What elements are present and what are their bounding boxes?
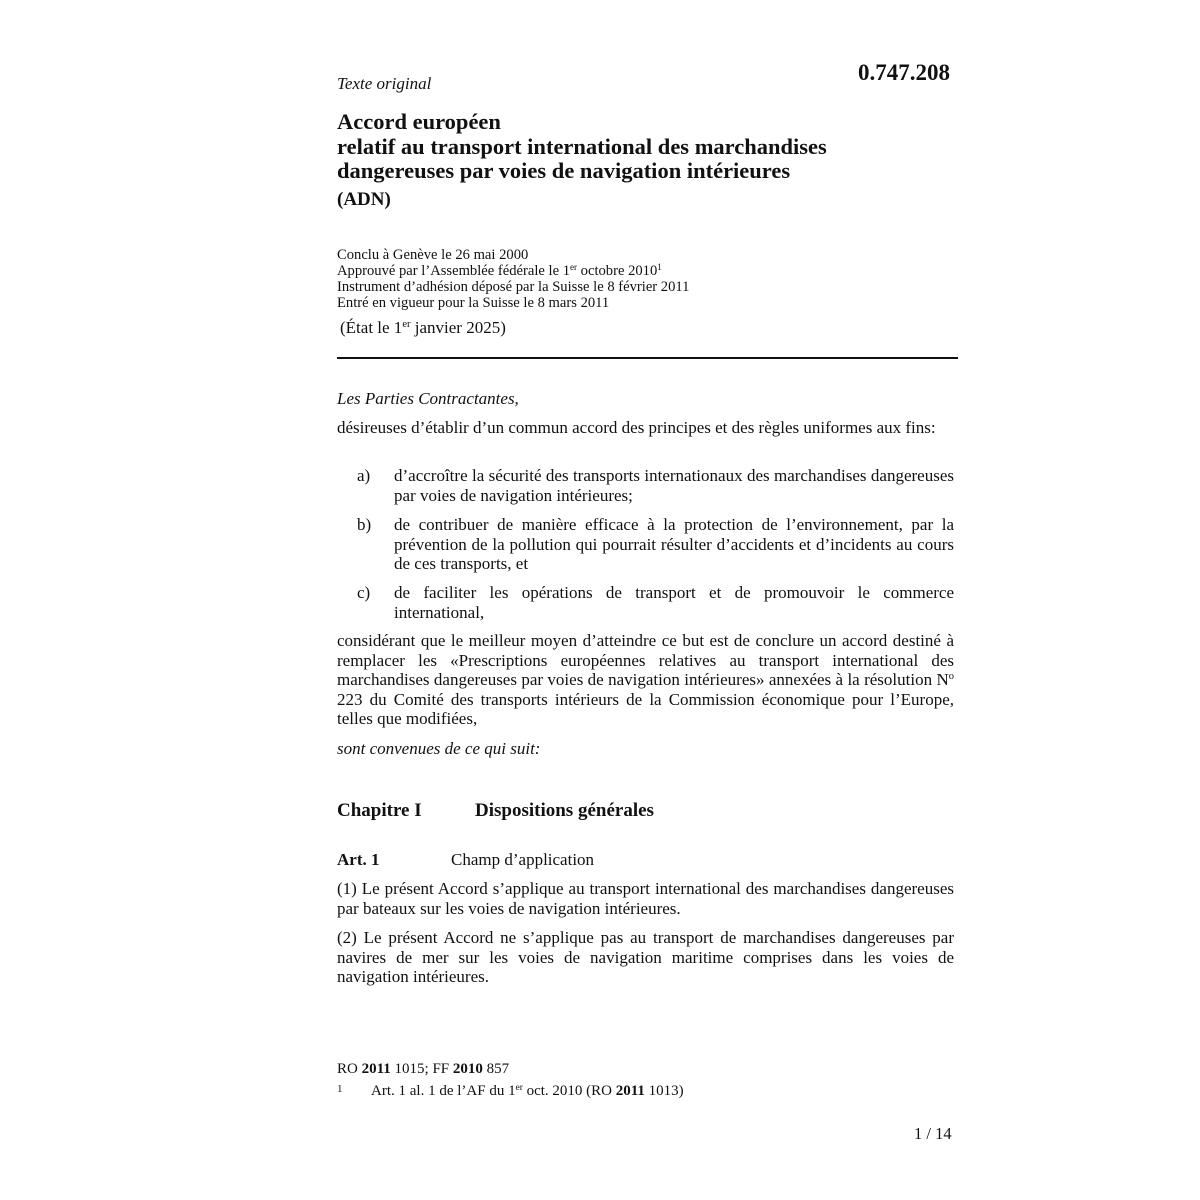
title-line-1: Accord européen (337, 109, 501, 134)
texte-original-label: Texte original (337, 74, 432, 93)
list-letter: a) (357, 466, 371, 485)
document-title (337, 110, 827, 184)
header-divider (337, 357, 958, 359)
list-text: d’accroître la sécurité des transports internationaux des marchandises dangereuses par voies de navigation intérieures; (394, 466, 954, 505)
title-line-2: relatif au transport international des marchandises (337, 133, 827, 159)
list-text: de contribuer de manière efficace à la protection de l’environnement, par la prévention de la pollution qui pourrait résulter d’accidents et d’incidents au cours de ces transports, et (394, 515, 954, 574)
list-item-a (337, 466, 954, 505)
preamble-sont-convenues: sont convenues de ce qui suit: (337, 739, 541, 758)
chapter-title: Dispositions générales (475, 800, 654, 821)
preamble-parties: Les Parties Contractantes, (337, 389, 519, 408)
article-heading (337, 850, 595, 870)
preamble-considerant: considérant que le meilleur moyen d’atteindre ce but est de conclure un accord destiné à remplacer les «Prescriptions européennes relatives au transport international des marchandises dangereuses par voies de navigation intérieures» annexées à la résolution $N^o$ 223 du Comité des transports intérieurs de la Commission économique pour l’Europe, telles que modifiées, (337, 631, 954, 729)
document-metadata (337, 247, 689, 311)
list-text: de faciliter les opérations de transport et de promouvoir le commerce international, (394, 583, 954, 622)
footnote-ref-1[interactable]: 1 (657, 262, 662, 273)
list-letter: c) (357, 583, 371, 602)
sr-number: 0.747.208 (858, 60, 950, 85)
title-abbreviation: (ADN) (337, 189, 391, 210)
chapter-number: Chapitre I (337, 800, 422, 821)
list-item-b (337, 515, 954, 574)
meta-instrument: Instrument d’adhésion déposé par la Suisse le 8 février 2011 (337, 279, 690, 295)
article-paragraph-2: (2) Le présent Accord ne s’applique pas au transport de marchandises dangereuses par navires de mer sur les voies de navigation maritime comprises dans les voies de navigation intérieures. (337, 928, 954, 987)
meta-etat: (État le 1er janvier 2025) (340, 318, 506, 337)
title-line-3: dangereuses par voies de navigation intérieures (337, 158, 791, 183)
chapter-heading (337, 800, 654, 822)
meta-conclu: Conclu à Genève le 26 mai 2000 (337, 247, 529, 263)
footer-references: RO 2011 1015; FF 2010 857 (337, 1061, 510, 1077)
article-number: Art. 1 (337, 850, 380, 869)
meta-approuve: Approuvé par l’Assemblée fédérale le 1er octobre 2010$^1$ (337, 262, 662, 279)
meta-entree-vigueur: Entré en vigueur pour la Suisse le 8 mars 2011 (337, 295, 610, 311)
list-item-c (337, 583, 954, 622)
article-paragraph-1: (1) Le présent Accord s’applique au transport international des marchandises dangereuses par bateaux sur les voies de navigation intérieures. (337, 879, 954, 918)
list-letter: b) (357, 515, 372, 534)
footnote-marker: 1 (337, 1083, 343, 1095)
article-title: Champ d’application (451, 850, 595, 869)
preamble-desireuses: désireuses d’établir d’un commun accord des principes et des règles uniformes aux fins: (337, 418, 936, 437)
page-number: 1 / 14 (914, 1124, 952, 1143)
footnote-1: 1 Art. 1 al. 1 de l’AF du 1er oct. 2010 (RO 2011 1013) (337, 1080, 684, 1100)
